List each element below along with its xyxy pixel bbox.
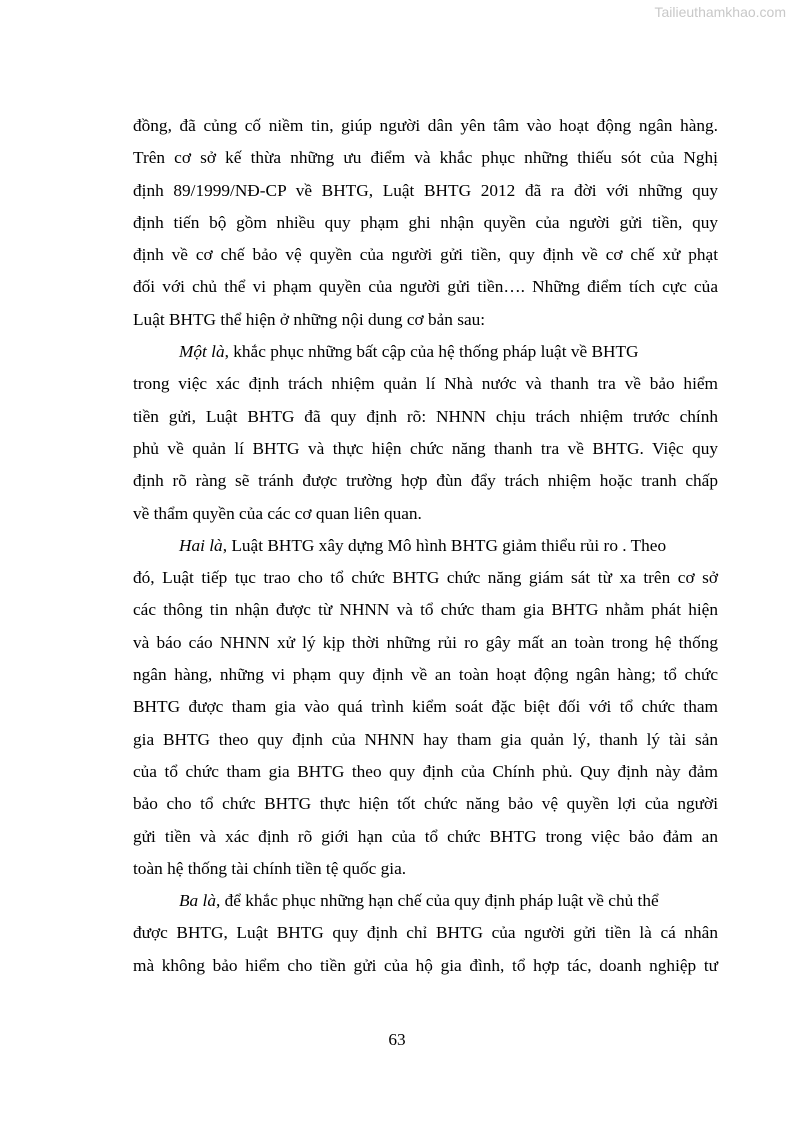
text-fragment: , khắc phục những bất cập của hệ thống pháp luật về BHTG <box>224 342 639 362</box>
text-line: định rõ ràng sẽ tránh được trường hợp đùn đẩy trách nhiệm hoặc tranh chấp <box>133 471 718 491</box>
text-line: bảo cho tổ chức BHTG thực hiện tốt chức năng bảo vệ quyền lợi của người <box>133 794 718 814</box>
page-number: 63 <box>388 1030 406 1049</box>
text-line: về thẩm quyền của các cơ quan liên quan. <box>133 503 422 523</box>
text-line: các thông tin nhận được từ NHNN và tổ chức tham gia BHTG nhằm phát hiện <box>133 600 718 620</box>
body-text <box>133 110 718 982</box>
paragraph-lead: Ba là <box>179 891 216 911</box>
text-line: của tổ chức tham gia BHTG theo quy định của Chính phủ. Quy định này đảm <box>133 761 718 781</box>
paragraph-4 <box>133 885 718 982</box>
text-line: gửi tiền và xác định rõ giới hạn của tổ chức BHTG trong việc bảo đảm an <box>133 826 718 846</box>
paragraph-3 <box>133 530 718 885</box>
text-line-first <box>133 885 718 917</box>
text-line: trong việc xác định trách nhiệm quản lí Nhà nước và thanh tra về bảo hiểm <box>133 374 718 394</box>
text-line: gia BHTG theo quy định của NHNN hay tham gia quản lý, thanh lý tài sản <box>133 729 718 749</box>
text-line: định về cơ chế bảo vệ quyền của người gửi tiền, quy định về cơ chế xử phạt <box>133 245 718 265</box>
text-line-first <box>133 336 718 368</box>
text-line: định tiến bộ gồm nhiều quy phạm ghi nhận quyền của người gửi tiền, quy <box>133 212 718 232</box>
text-line: đối với chủ thể vi phạm quyền của người gửi tiền…. Những điểm tích cực của <box>133 277 718 297</box>
paragraph-lead: Hai là <box>179 535 223 555</box>
paragraph-1 <box>133 110 718 336</box>
text-line: Luật BHTG thể hiện ở những nội dung cơ bản sau: <box>133 309 486 329</box>
text-line: định 89/1999/NĐ-CP về BHTG, Luật BHTG 2012 đã ra đời với những quy <box>133 180 718 200</box>
text-line: đồng, đã củng cố niềm tin, giúp người dân yên tâm vào hoạt động ngân hàng. <box>133 116 718 135</box>
text-line: toàn hệ thống tài chính tiền tệ quốc gia. <box>133 858 407 878</box>
paragraph-2 <box>133 336 718 530</box>
text-line: được BHTG, Luật BHTG quy định chỉ BHTG của người gửi tiền là cá nhân <box>133 923 718 943</box>
text-line: phủ về quản lí BHTG và thực hiện chức năng thanh tra về BHTG. Việc quy <box>133 438 718 458</box>
text-line: tiền gửi, Luật BHTG đã quy định rõ: NHNN chịu trách nhiệm trước chính <box>133 406 718 426</box>
text-line: mà không bảo hiểm cho tiền gửi của hộ gia đình, tổ hợp tác, doanh nghiệp tư <box>133 955 718 975</box>
text-fragment: , để khắc phục những hạn chế của quy định pháp luật về chủ thể <box>215 891 659 911</box>
text-line: đó, Luật tiếp tục trao cho tổ chức BHTG chức năng giám sát từ xa trên cơ sở <box>133 568 718 588</box>
paragraph-lead: Một là <box>179 342 225 362</box>
watermark: Tailieuthamkhao.com <box>654 4 786 20</box>
text-line: Trên cơ sở kế thừa những ưu điểm và khắc phục những thiếu sót của Nghị <box>133 148 718 168</box>
text-line: và báo cáo NHNN xử lý kịp thời những rủi ro gây mất an toàn trong hệ thống <box>133 632 718 652</box>
text-line: BHTG được tham gia vào quá trình kiểm soát đặc biệt đối với tổ chức tham <box>133 697 718 717</box>
text-fragment: , Luật BHTG xây dựng Mô hình BHTG giảm thiểu rủi ro . Theo <box>222 535 667 555</box>
text-line: ngân hàng, những vi phạm quy định về an toàn hoạt động ngân hàng; tổ chức <box>133 665 718 685</box>
text-line-first <box>133 530 718 562</box>
